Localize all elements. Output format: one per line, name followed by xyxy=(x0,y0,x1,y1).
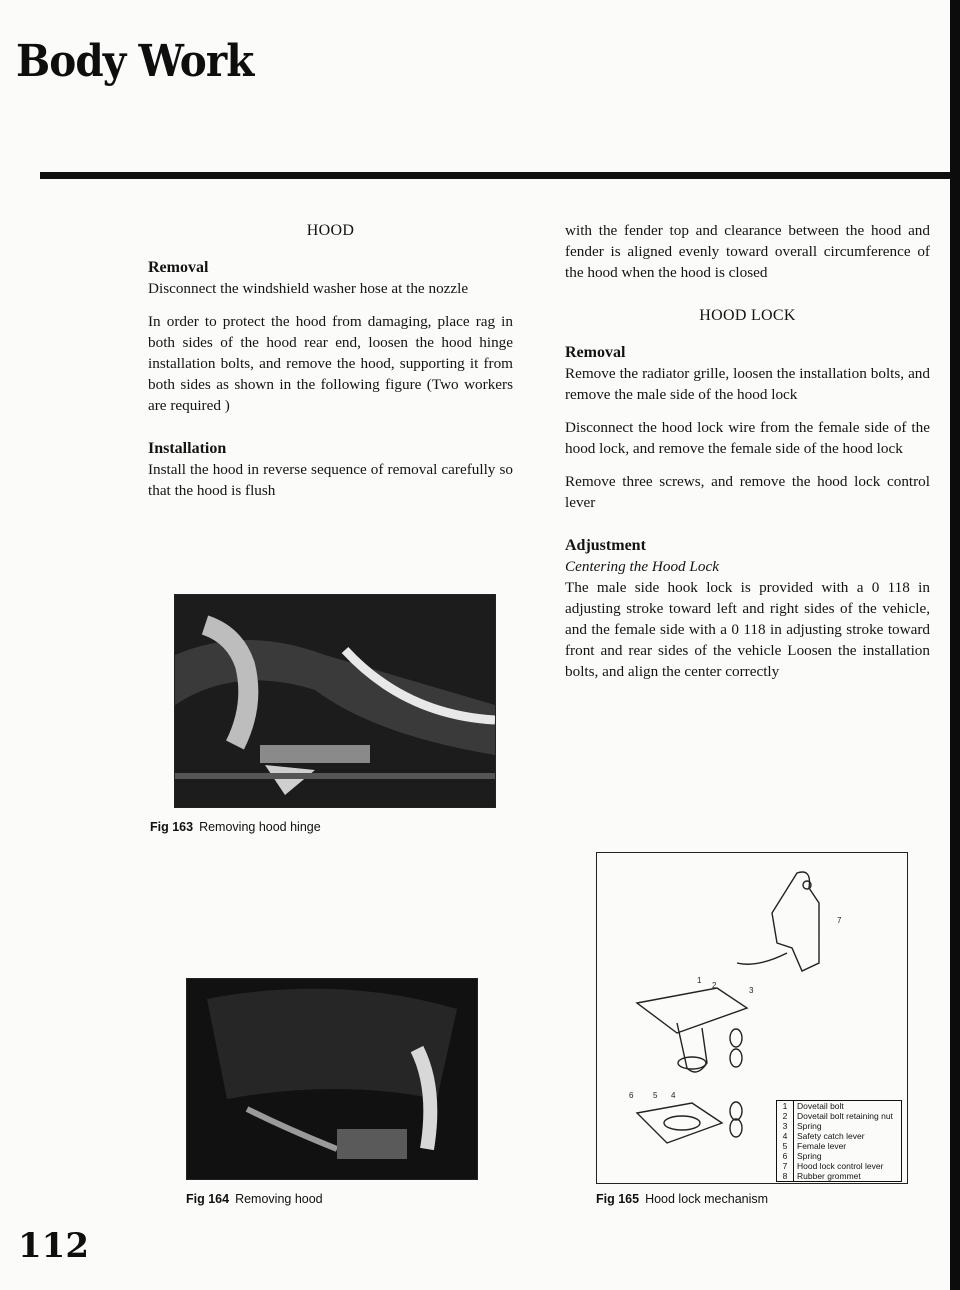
legend-row xyxy=(777,1121,902,1131)
female-base-shape xyxy=(637,1103,722,1143)
legend-label: Hood lock control lever xyxy=(797,1161,884,1171)
page-edge-bar xyxy=(950,0,960,1290)
fig-164-number: Fig 164 xyxy=(186,1192,230,1206)
fig-163-photo xyxy=(174,594,496,808)
removing-hood-photo-image xyxy=(187,979,477,1179)
left-column xyxy=(148,220,513,513)
legend-num: 3 xyxy=(777,1121,794,1131)
callout-7: 7 xyxy=(837,916,842,925)
right-column xyxy=(565,220,930,694)
legend-row xyxy=(777,1141,902,1151)
fig-163-number: Fig 163 xyxy=(150,820,194,834)
callout-6: 6 xyxy=(629,1091,634,1100)
legend-num: 8 xyxy=(777,1171,794,1182)
fig-165-number: Fig 165 xyxy=(596,1192,640,1206)
male-plate-shape xyxy=(637,988,747,1033)
legend-num: 5 xyxy=(777,1141,794,1151)
callout-3: 3 xyxy=(749,986,754,995)
cable-shape xyxy=(737,953,787,964)
callout-1: 1 xyxy=(697,976,702,985)
fig-165-legend xyxy=(776,1100,902,1182)
legend-label: Rubber grommet xyxy=(797,1171,861,1181)
legend-row xyxy=(777,1151,902,1161)
removal-paragraph-2: In order to protect the hood from damaging, place rag in both sides of the hood rear end, loosen the hood hinge installation bolts, and remove the hood, supporting it from both sides as shown in the following figure (Two workers are required ) xyxy=(148,313,513,414)
fig-163-text: Removing hood hinge xyxy=(199,820,321,834)
hood-heading: HOOD xyxy=(306,222,355,239)
legend-row xyxy=(777,1131,902,1141)
adjustment-heading: Adjustment xyxy=(565,537,646,554)
legend-label: Safety catch lever xyxy=(797,1131,865,1141)
hood-lock-heading: HOOD LOCK xyxy=(699,307,796,324)
fig-165-caption xyxy=(596,1192,768,1206)
fig-163-caption xyxy=(150,820,321,834)
continued-paragraph: with the fender top and clearance between the hood and fender is aligned evenly toward overall circumference of the hood when the hood is closed xyxy=(565,222,930,281)
callout-4: 4 xyxy=(671,1091,676,1100)
hood-lock-removal-paragraph-3: Remove three screws, and remove the hood lock control lever xyxy=(565,473,930,511)
legend-label: Dovetail bolt xyxy=(797,1101,844,1111)
legend-num: 6 xyxy=(777,1151,794,1161)
hook-shape xyxy=(677,1023,707,1072)
legend-num: 1 xyxy=(777,1101,794,1112)
callout-5: 5 xyxy=(653,1091,658,1100)
fig-165-text: Hood lock mechanism xyxy=(645,1192,769,1206)
legend-row xyxy=(777,1111,902,1121)
legend-label: Female lever xyxy=(797,1141,847,1151)
hood-lock-removal-heading: Removal xyxy=(565,344,626,361)
hood-lock-removal-paragraph-1: Remove the radiator grille, loosen the installation bolts, and remove the male side of the hood lock xyxy=(565,365,930,403)
installation-paragraph: Install the hood in reverse sequence of removal carefully so that the hood is flush xyxy=(148,461,513,499)
legend-label: Dovetail bolt retaining nut xyxy=(797,1111,893,1121)
legend-label: Spring xyxy=(797,1121,822,1131)
legend-label: Spring xyxy=(797,1151,822,1161)
fig-164-text: Removing hood xyxy=(235,1192,323,1206)
legend-row xyxy=(777,1171,902,1182)
legend-row xyxy=(777,1101,902,1112)
fig-164-caption xyxy=(186,1192,323,1206)
adjustment-subheading: Centering the Hood Lock xyxy=(565,558,719,575)
hood-hinge-photo-image xyxy=(175,595,495,807)
header-rule xyxy=(40,172,950,179)
section-title: Body Work xyxy=(16,36,254,87)
legend-num: 2 xyxy=(777,1111,794,1121)
installation-heading: Installation xyxy=(148,440,227,457)
legend-num: 4 xyxy=(777,1131,794,1141)
callout-2: 2 xyxy=(712,981,717,990)
legend-row xyxy=(777,1161,902,1171)
page-number: 112 xyxy=(18,1226,89,1266)
fig-164-photo xyxy=(186,978,478,1180)
hood-lock-removal-paragraph-2: Disconnect the hood lock wire from the female side of the hood lock, and remove the female side of the hood lock xyxy=(565,419,930,457)
removal-heading: Removal xyxy=(148,259,209,276)
adjustment-paragraph: The male side hook lock is provided with a 0 118 in adjusting stroke toward left and right sides of the vehicle, and the female side with a 0 118 in adjusting stroke toward front and rear sides of the vehicle Loosen the installation bolts, and align the center correctly xyxy=(565,579,930,680)
legend-num: 7 xyxy=(777,1161,794,1171)
removal-paragraph-1: Disconnect the windshield washer hose at the nozzle xyxy=(148,280,469,297)
